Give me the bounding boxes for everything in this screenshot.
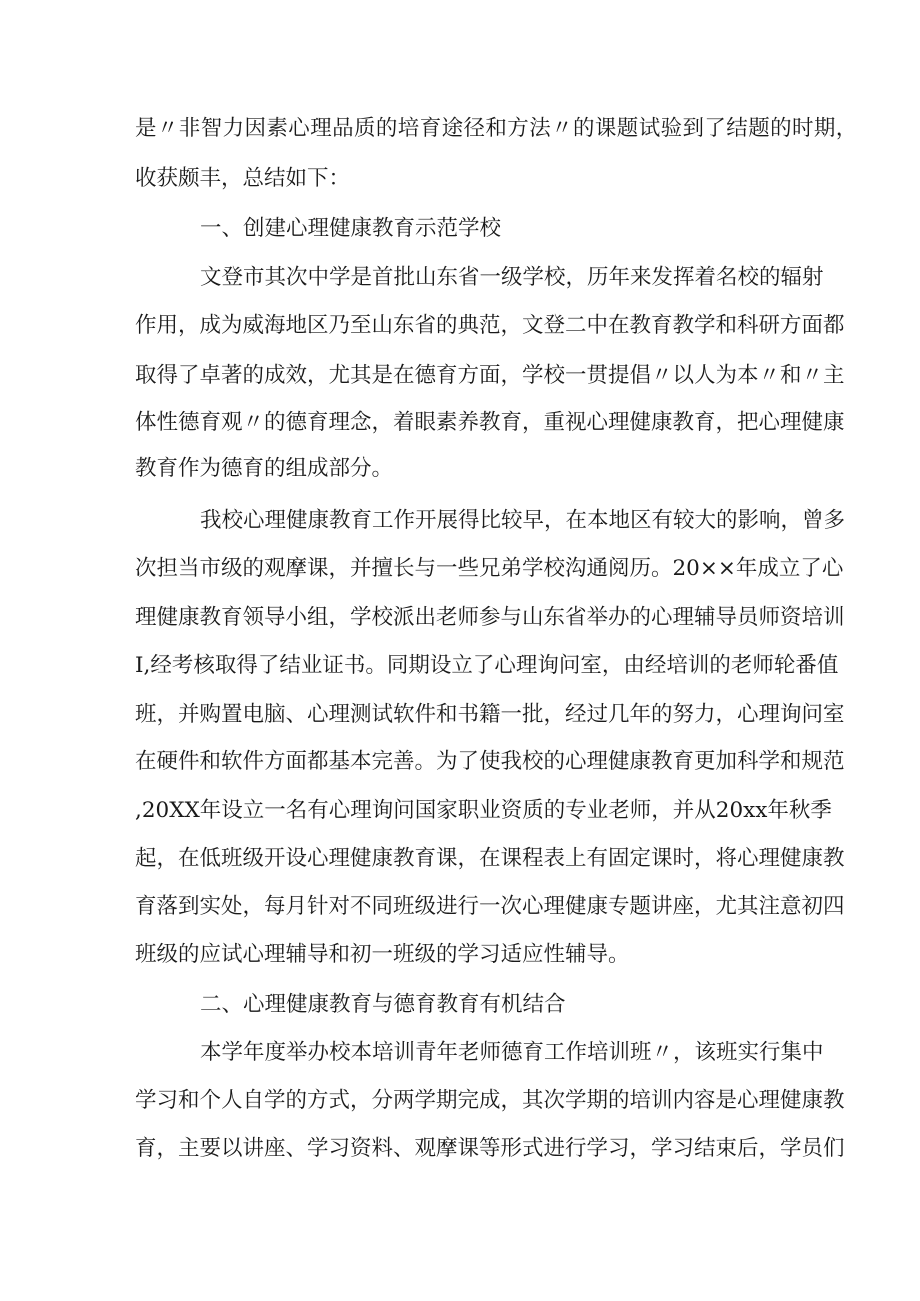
text-line: 作用，成为威海地区乃至山东省的典范，文登二中在教育教学和科研方面都 [135, 313, 845, 338]
text-line: 教育作为德育的组成部分。 [135, 456, 394, 481]
text-line: 我校心理健康教育工作开展得比较早，在本地区有较大的影响，曾多 [200, 508, 846, 533]
text-line: 班级的应试心理辅导和初一班级的学习适应性辅导。 [135, 942, 630, 967]
text-line: 文登市其次中学是首批山东省一级学校，历年来发挥着名校的辐射 [200, 265, 824, 290]
text-line: 班，并购置电脑、心理测试软件和书籍一批，经过几年的努力，心理询问室 [135, 702, 845, 727]
text-line: 在硬件和软件方面都基本完善。为了使我校的心理健康教育更加科学和规范 [135, 749, 845, 774]
text-line: 收获颇丰，总结如下： [135, 166, 351, 191]
text-line: 学习和个人自学的方式，分两学期完成，其次学期的培训内容是心理健康教 [135, 1088, 845, 1113]
text-line: I,经考核取得了结业证书。同期设立了心理询问室，由经培训的老师轮番值 [135, 653, 839, 678]
text-line: 本学年度举办校本培训青年老师德育工作培训班〃，该班实行集中 [200, 1040, 824, 1065]
text-line: 育，主要以讲座、学习资料、观摩课等形式进行学习，学习结束后，学员们 [135, 1136, 845, 1161]
text-line: 体性德育观〃的德育理念，着眼素养教育，重视心理健康教育，把心理健康 [135, 410, 845, 435]
text-line: 取得了卓著的成效，尤其是在德育方面，学校一贯提倡〃以人为本〃和〃主 [135, 363, 845, 388]
text-line: 理健康教育领导小组，学校派出老师参与山东省举办的心理辅导员师资培训 [135, 605, 845, 630]
section-heading: 二、心理健康教育与德育教育有机结合 [200, 992, 566, 1017]
text-line: 是〃非智力因素心理品质的培育途径和方法〃的课题试验到了结题的时期， [135, 116, 858, 141]
text-line: 次担当市级的观摩课，并擅长与一些兄弟学校沟通阅历。20××年成立了心 [135, 556, 844, 581]
text-line: ,20XX年设立一名有心理询问国家职业资质的专业老师，并从20xx年秋季 [135, 798, 832, 823]
section-heading: 一、创建心理健康教育示范学校 [200, 216, 502, 241]
text-line: 起，在低班级开设心理健康教育课，在课程表上有固定课时，将心理健康教 [135, 846, 845, 871]
text-line: 育落到实处，每月针对不同班级进行一次心理健康专题讲座，尤其注意初四 [135, 894, 845, 919]
